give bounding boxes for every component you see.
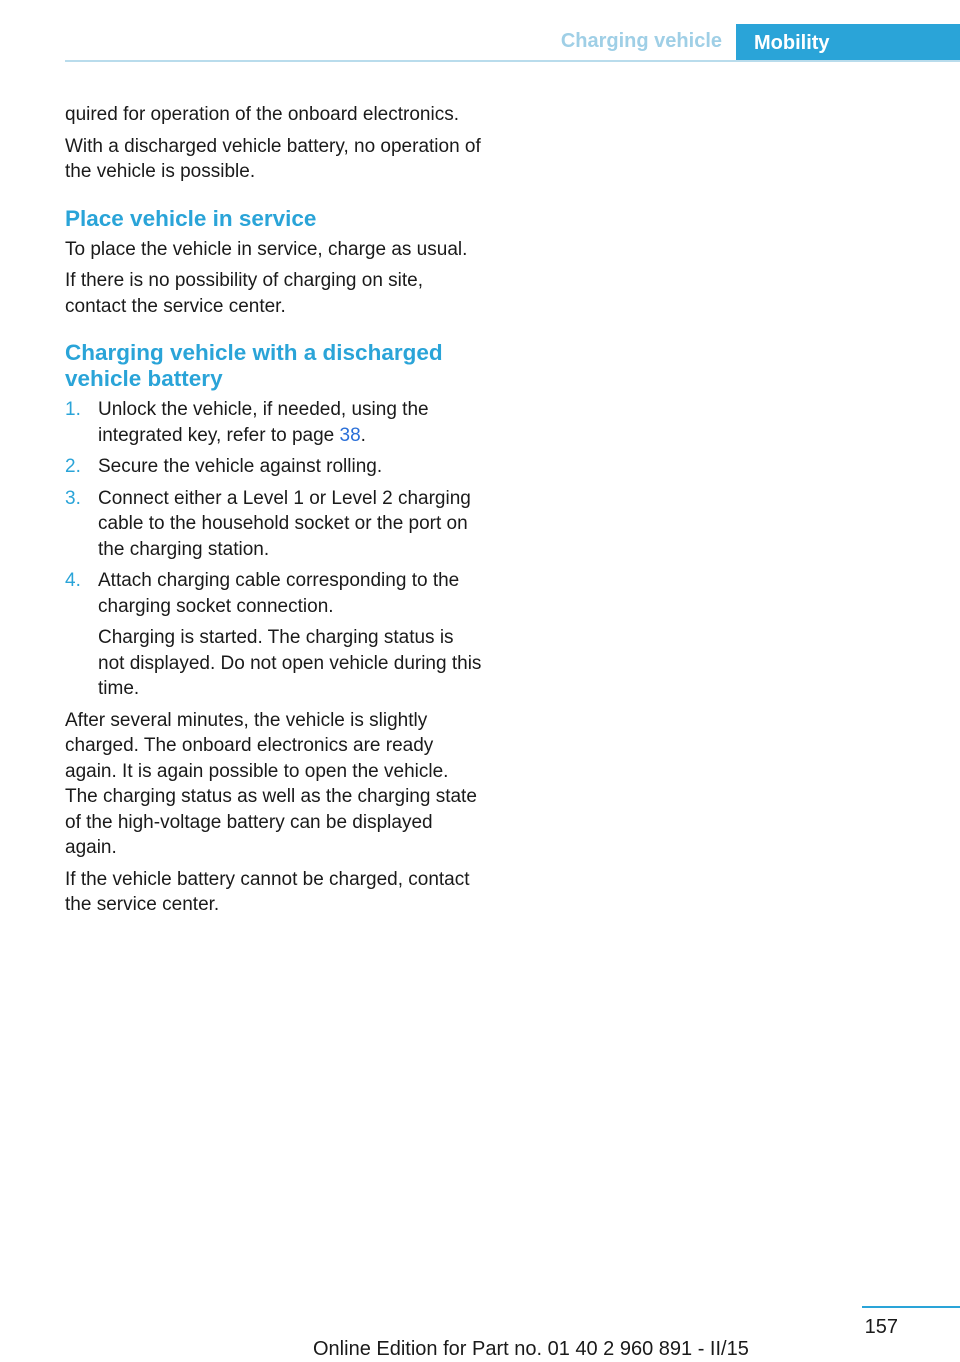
page-number: 157 (864, 1316, 898, 1338)
step-text: Attach charging cable corresponding to the charging socket connection. (98, 570, 460, 617)
chapter-tab: Mobility (736, 24, 960, 62)
step-text: Connect either a Level 1 or Level 2 charging cable to the household socket or the port on the charging station. (98, 487, 471, 560)
section-heading: Place vehicle in service (65, 205, 317, 231)
step-text: Unlock the vehicle, if needed, using the integrated key, refer to page (98, 399, 429, 446)
page-reference-link[interactable]: 38 (339, 424, 361, 446)
paragraph: quired for operation of the onboard electronics. (65, 104, 459, 125)
edition-note: Online Edition for Part no. 01 40 2 960 891 - II/15 (313, 1338, 749, 1360)
step-note: Charging is started. The charging status is not displayed. Do not open vehicle during this time. (98, 627, 482, 699)
running-section-title: Charging vehicle (560, 30, 722, 52)
section-heading: Charging vehicle with a discharged vehicle battery (65, 340, 443, 391)
step-number: 4. (65, 570, 81, 591)
paragraph: With a discharged vehicle battery, no operation of the vehicle is possible. (65, 135, 481, 182)
header-divider (65, 60, 960, 62)
paragraph: To place the vehicle in service, charge as usual. (65, 238, 468, 260)
step-text: Secure the vehicle against rolling. (98, 456, 383, 477)
step-number: 1. (65, 399, 81, 420)
list-item (65, 454, 485, 480)
steps-list (65, 397, 485, 702)
step-text-end: . (360, 424, 366, 446)
paragraph: If there is no possibility of charging on site, contact the service center. (65, 270, 424, 317)
step-number: 2. (65, 456, 81, 477)
page-body (65, 102, 485, 924)
paragraph: After several minutes, the vehicle is slightly charged. The onboard electronics are ready again. It is again possible to open the vehicle. The charging status as well as the charging state of the high-voltage battery can be displayed again. (65, 709, 477, 858)
list-item (65, 568, 485, 702)
footer-divider (862, 1306, 960, 1308)
list-item (65, 397, 485, 448)
step-number: 3. (65, 487, 81, 509)
paragraph: If the vehicle battery cannot be charged, contact the service center. (65, 868, 470, 915)
list-item (65, 486, 485, 563)
